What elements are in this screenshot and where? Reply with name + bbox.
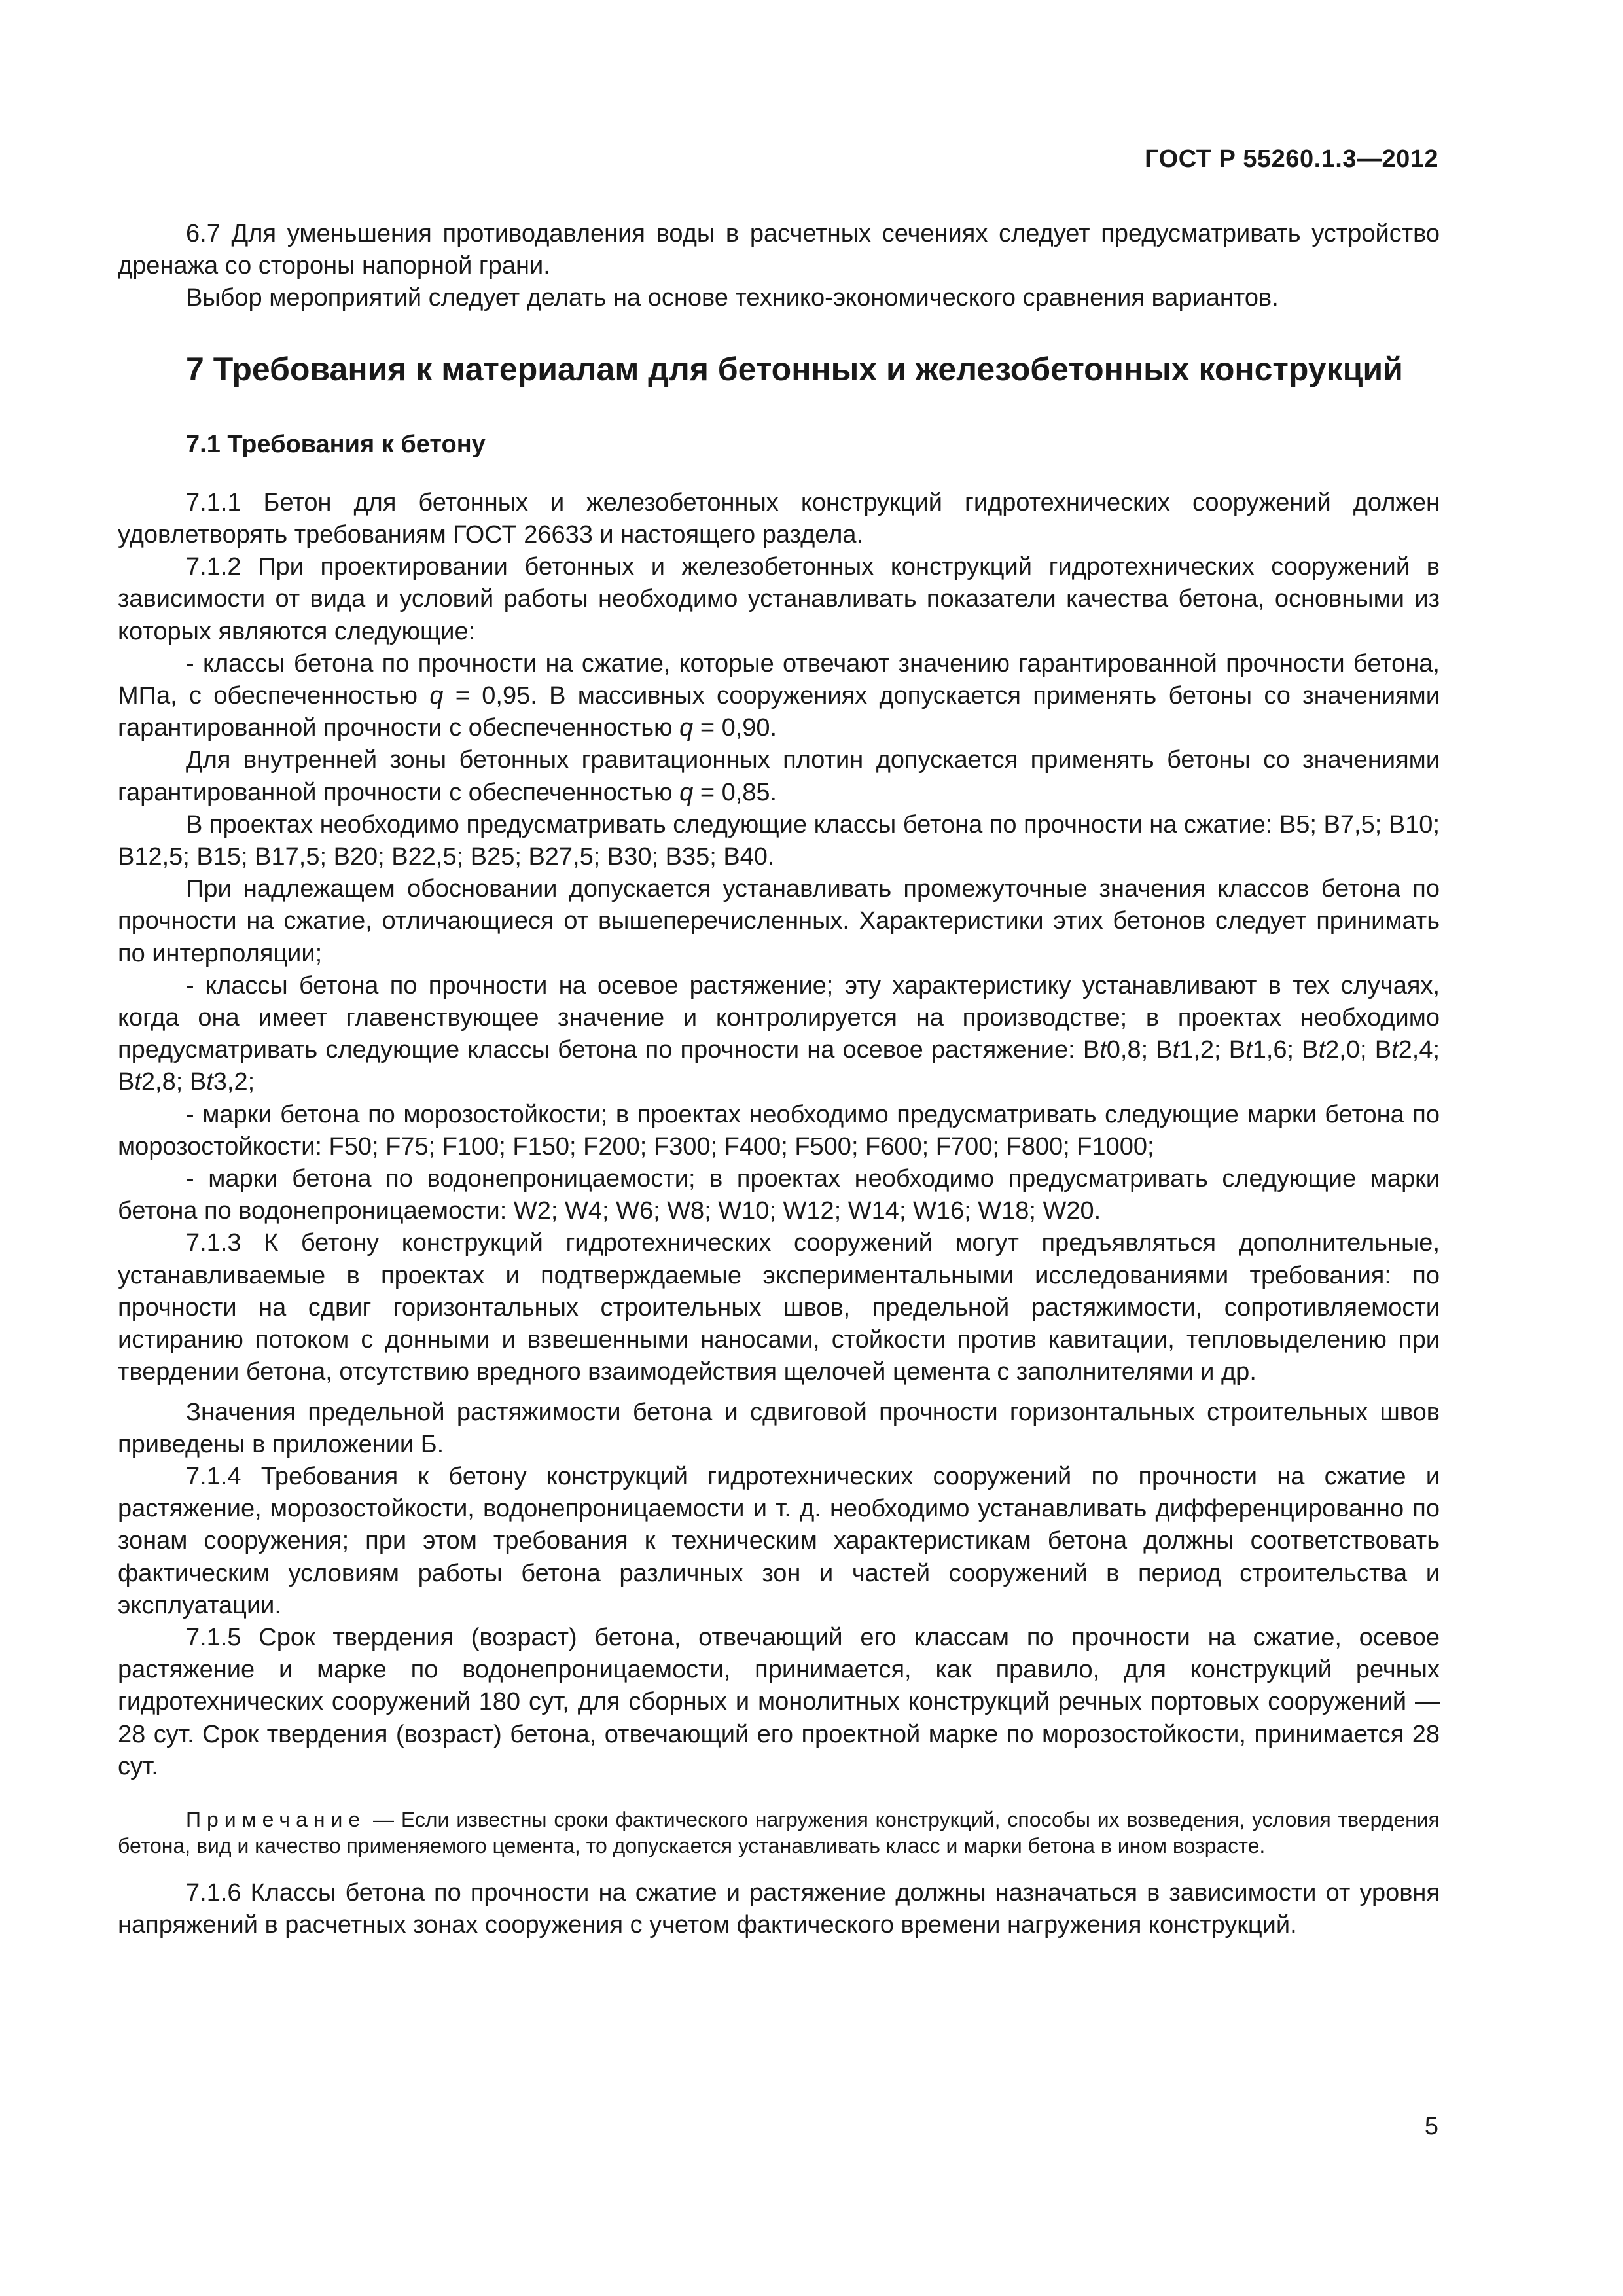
q-symbol: q [429, 682, 444, 710]
clause-6-7-conclusion: Выбор мероприятий следует делать на основе технико-экономического сравнения вариантов. [186, 284, 1279, 312]
clause-7-1-5: 7.1.5 Срок твердения (возраст) бетона, отвечающий его классам по прочности на сжатие, осевое растяжение и марке по водонепроницаемости, принимается, как правило, для конструкций речных гидротехнических сооружений 180 сут, для сборных и монолитных конструкций речных портовых сооружений — 28 сут. Срок твердения (возраст) бетона, отвечающий его проектной марке по морозостойкости, принимается 28 сут. [118, 1623, 1440, 1780]
clause-7-1-6: 7.1.6 Классы бетона по прочности на сжатие и растяжение должны назначаться в зависимости от уровня напряжений в расчетных зонах сооружения с учетом фактического времени нагружения конструкций. [118, 1878, 1440, 1939]
tension-class: Bt1,6 [1228, 1036, 1287, 1064]
clause-7-1-3: 7.1.3 К бетону конструкций гидротехнических сооружений могут предъявляться дополнительные, устанавливаемые в проектах и подтверждаемые экспериментальными исследованиями требования: по прочности на сдвиг горизонтальных строительных швов, предельной растяжимости, сопротивляемости истиранию потоком с донными и взвешенными наносами, стойкости против кавитации, тепловыделению при твердении бетона, отсутствию вредного взаимодействия щелочей цемента с заполнителями и др. [118, 1229, 1440, 1386]
note-label: Примечание [186, 1807, 366, 1831]
document-body [118, 218, 1440, 1941]
clause-7-1-4: 7.1.4 Требования к бетону конструкций гидротехнических сооружений по прочности на сжатие и растяжение, морозостойкости, водонепроницаемости и т. д. необходимо устанавливать дифференцированно по зонам сооружения; при этом требования к техническим характеристикам бетона должны соответствовать фактическим условиям работы бетона различных зон и частей сооружений в период строительства и эксплуатации. [118, 1462, 1440, 1619]
clause-7-1-2-compression-class-list: В проектах необходимо предусматривать следующие классы бетона по прочности на сжатие: B5; B7,5; B10; B12,5; B15; B17,5; B20; B22,5; B25; B27,5; B30; B35; B40. [118, 810, 1440, 871]
note-7-1-5 [118, 1806, 1440, 1859]
clause-7-1-3-appendix-reference: Значения предельной растяжимости бетона и сдвиговой прочности горизонтальных строительных швов приведены в приложении Б. [118, 1398, 1440, 1458]
tension-class: Bt3,2 [189, 1068, 248, 1096]
tension-class: Bt2,4 [1374, 1036, 1433, 1064]
clause-6-7: 6.7 Для уменьшения противодавления воды в расчетных сечениях следует предусматривать устройство дренажа со стороны напорной грани. [118, 220, 1440, 280]
clause-7-1-2-compression-classes-item: - классы бетона по прочности на сжатие, которые отвечают значению гарантированной прочности бетона, МПа, с обеспеченностью q = 0,95. В массивных сооружениях допускается применять бетоны со значениями гарантированной прочности с обеспеченностью q = 0,90. [118, 649, 1440, 742]
clause-7-1-1: 7.1.1 Бетон для бетонных и железобетонных конструкций гидротехнических сооружений должен удовлетворять требованиям ГОСТ 26633 и настоящего раздела. [118, 488, 1440, 549]
clause-7-1-2-inner-zone: Для внутренней зоны бетонных гравитационных плотин допускается применять бетоны со значениями гарантированной прочности с обеспеченностью q = 0,85. [118, 746, 1440, 806]
document-number-header: ГОСТ Р 55260.1.3—2012 [1145, 145, 1438, 173]
page-number: 5 [1424, 2113, 1438, 2140]
tension-class-list: Bt0,8; Bt1,2; Bt1,6; Bt2,0; Bt2,4; Bt2,8; Bt3,2; [118, 1036, 1440, 1096]
tension-class: Bt1,2 [1156, 1036, 1215, 1064]
note-text: — Если известны сроки фактического нагружения конструкций, способы их возведения, условия твердения бетона, вид и качество применяемого цемента, то допускается устанавливать класс и марки бетона в ином возрасте. [118, 1807, 1440, 1857]
q-symbol: q [679, 778, 694, 806]
tension-class: Bt2,0 [1302, 1036, 1360, 1064]
clause-7-1-2-water-grades-item: - марки бетона по водонепроницаемости; в проектах необходимо предусматривать следующие марки бетона по водонепроницаемости: W2; W4; W6; W8; W10; W12; W14; W16; W18; W20. [118, 1165, 1440, 1225]
q-symbol: q [679, 714, 694, 742]
clause-7-1-2-intro: 7.1.2 При проектировании бетонных и железобетонных конструкций гидротехнических сооружений в зависимости от вида и условий работы необходимо устанавливать показатели качества бетона, основными из которых являются следующие: [118, 553, 1440, 645]
clause-7-1-2-frost-grades-item: - марки бетона по морозостойкости; в проектах необходимо предусматривать следующие марки бетона по морозостойкости: F50; F75; F100; F150; F200; F300; F400; F500; F600; F700; F800; F1000; [118, 1100, 1440, 1160]
tension-class: Bt0,8 [1082, 1036, 1141, 1064]
tension-class: Bt2,8 [118, 1068, 176, 1096]
clause-7-1-2-interpolation: При надлежащем обосновании допускается устанавливать промежуточные значения классов бетона по прочности на сжатие, отличающиеся от вышеперечисленных. Характеристики этих бетонов следует принимать по интерполяции; [118, 875, 1440, 967]
clause-7-1-2-tension-classes-item: - классы бетона по прочности на осевое растяжение; эту характеристику устанавливают в тех случаях, когда она имеет главенствующее значение и контролируется на производстве; в проектах необходимо предусматривать следующие классы бетона по прочности на осевое растяжение: Bt0,8; Bt1,2; Bt1,6; Bt2,0; Bt2,4; Bt2,8; Bt3,2; [118, 971, 1440, 1096]
section-7-1-heading: 7.1 Требования к бетону [186, 430, 486, 458]
section-7-heading: 7 Требования к материалам для бетонных и железобетонных конструкций [186, 350, 1403, 387]
